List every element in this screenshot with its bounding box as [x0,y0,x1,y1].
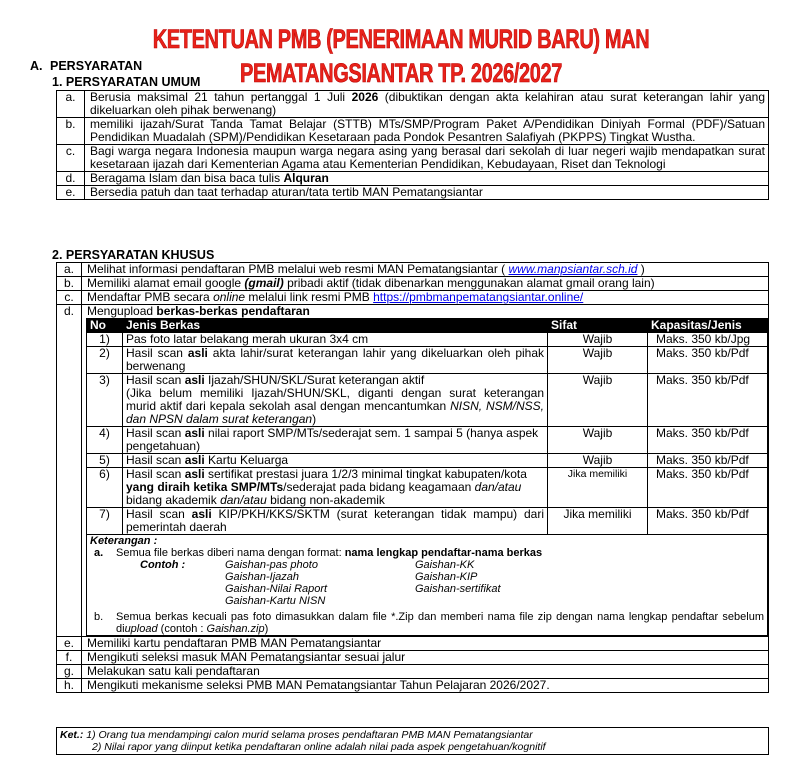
cell-jenis: Pas foto latar belakang merah ukuran 3x4 cm [123,333,548,347]
bold-span: berkas-berkas pendaftaran [156,304,310,318]
cell-jenis [123,468,548,508]
bold-span: asli [184,467,205,481]
example-item: Gaishan-sertifikat [415,583,501,595]
row-text [85,91,769,118]
row-label: f. [57,651,82,665]
text-span: Berusia maksimal 21 tahun pertanggal 1 Juli [90,90,352,104]
text-span: pribadi aktif (tidak dibenarkan menggunakan alamat gmail orang lain) [283,276,655,290]
cell-no: 7) [87,508,123,535]
text-span: Ijazah/SHUN/SKL/Surat keterangan aktif [204,373,425,387]
text-span: Semua file berkas diberi nama dengan format: [116,547,345,559]
khusus-row-e [57,637,769,651]
text-span: Beragama Islam dan bisa baca tulis [90,171,284,185]
row-text [82,305,769,637]
keterangan-box [87,535,768,636]
pmb-registration-link[interactable]: https://pmbmanpematangsiantar.online/ [373,290,584,304]
text-span: bidang non-akademik [266,493,385,507]
website-link[interactable]: www.manpsiantar.sch.id [508,262,638,276]
text-span: ) [264,623,269,635]
bold-span: nama lengkap pendaftar-nama berkas [344,547,543,559]
row-text [85,172,769,186]
cell-sifat: Wajib [548,347,648,374]
text-span: Hasil scan [126,346,188,360]
keterangan-a [94,547,764,559]
keterangan-title: Keterangan : [90,535,158,547]
cell-no: 6) [87,468,123,508]
text-span: ) [637,262,645,276]
berkas-table [86,318,768,636]
table-row [87,347,768,374]
bold-span: Alquran [283,171,329,185]
text-span: sertifikat prestasi juara 1/2/3 minimal tingkat kabupaten/kota [204,467,527,481]
keterangan-row [87,535,768,636]
row-text [82,277,769,291]
khusus-row-c [57,291,769,305]
khusus-row-a [57,263,769,277]
cell-kapasitas: Maks. 350 kb/Pdf [648,508,768,535]
cell-kapasitas: Maks. 350 kb/Pdf [648,427,768,454]
persyaratan-khusus-table [56,262,769,693]
text-span: Mengupload [87,304,157,318]
bold-span: 2026 [351,90,379,104]
text-span: akta lahir/surat keterangan lahir yang dikeluarkan oleh pihak berwenang [126,346,545,373]
text-span: Hasil scan [126,426,185,440]
cell-jenis [123,347,548,374]
italic-span: dan/atau [474,480,522,494]
persyaratan-khusus-heading: 2. PERSYARATAN KHUSUS [52,248,215,262]
example-item: Gaishan-Ijazah [225,571,299,583]
cell-sifat: Wajib [548,427,648,454]
header-no: No [87,319,123,333]
row-text: Melakukan satu kali pendaftaran [82,665,769,679]
keterangan-b [94,611,764,635]
section-a-heading [30,60,142,73]
italic-span: NISN, NSM/NSS, dan NPSN dalam surat keterangan [126,399,544,426]
row-label: c. [57,291,82,305]
bold-span: (gmail) [244,276,284,290]
ket-footer [56,727,769,755]
cell-jenis [123,427,548,454]
italic-span: dan/atau [220,493,267,507]
cell-no: 3) [87,374,123,427]
text-span: Hasil scan [126,373,185,387]
header-sifat: Sifat [548,319,648,333]
cell-kapasitas: Maks. 350 kb/Pdf [648,347,768,374]
khusus-row-h [57,679,769,693]
bold-span: asli [184,426,205,440]
bold-span: asli [191,507,212,521]
row-label: g. [57,665,82,679]
italic-span: Gaishan.zip [206,623,265,635]
cell-kapasitas: Maks. 350 kb/Jpg [648,333,768,347]
table-row [87,454,768,468]
row-text: Bagi warga negara Indonesia maupun warga negara asing yang berasal dari sekolah di luar negeri wajib mendapatkan surat kesetaraan ijazah dari Kementerian Agama atau Kementerian Pendidikan, Kebudayaan, Riset dan Teknologi [85,145,769,172]
khusus-row-d [57,305,769,637]
example-item: Gaishan-pas photo [225,559,318,571]
text-span: Melihat informasi pendaftaran PMB melalui web resmi MAN Pematangsiantar ( [87,262,509,276]
khusus-row-f [57,651,769,665]
page-title: KETENTUAN PMB (PENERIMAAN MURID BARU) MAN PEMATANGSIANTAR TP. 2026/2027 [152,24,650,88]
text-span: (contoh : [157,623,207,635]
bold-span: yang diraih ketika SMP/MTs [126,480,284,494]
text-span: /sederajat pada bidang keagamaan [283,480,475,494]
row-label: a. [57,91,85,118]
bold-span: asli [184,453,205,467]
cell-jenis [123,374,548,427]
table-row [87,374,768,427]
example-item: Gaishan-Nilai Raport [225,583,328,595]
text-span: KIP/PKH/KKS/SKTM (surat keterangan tidak mampu) dari pemerintah daerah [126,507,544,534]
row-label: b. [57,277,82,291]
example-item: Gaishan-KK [415,559,475,571]
row-label: d. [57,172,85,186]
table-row [87,427,768,454]
row-text [82,263,769,277]
keterangan-b-label: b. [94,611,104,623]
ket-line-2: 2) Nilai rapor yang diinput ketika pendaftaran online adalah nilai pada aspek pengetahuan/kognitif [92,741,546,753]
cell-no: 2) [87,347,123,374]
row-label: a. [57,263,82,277]
contoh-grid [140,559,764,607]
bold-span: asli [187,346,208,360]
umum-row-c [57,145,769,172]
text-span: Semua berkas kecuali pas foto dimasukkan dalam file *.Zip dan memberi nama file zip dengan nama lengkap pendaftar sebelum di [116,611,764,635]
text-span: bidang akademik [126,493,221,507]
example-item: Gaishan-KIP [415,571,478,583]
cell-sifat: Jika memiliki [548,508,648,535]
cell-jenis [123,454,548,468]
persyaratan-umum-heading: 1. PERSYARATAN UMUM [52,75,201,89]
keterangan-a-label: a. [94,547,104,559]
header-jenis: Jenis Berkas [123,319,548,333]
row-text: Memiliki kartu pendaftaran PMB MAN Pematangsiantar [82,637,769,651]
row-label: e. [57,186,85,200]
umum-row-d [57,172,769,186]
text-span: Kartu Keluarga [204,453,289,467]
italic-span: online [213,290,246,304]
text-span: (dibuktikan dengan akta kelahiran atau surat keterangan lahir yang dikeluarkan oleh pihak berwenang) [90,90,765,117]
text-span: Mendaftar PMB secara [87,290,214,304]
persyaratan-umum-table [56,90,769,200]
cell-kapasitas: Maks. 350 kb/Pdf [648,374,768,427]
umum-row-b [57,118,769,145]
cell-no: 4) [87,427,123,454]
example-item: Gaishan-Kartu NISN [225,595,326,607]
row-label: c. [57,145,85,172]
khusus-row-g [57,665,769,679]
contoh-label: Contoh : [140,559,186,571]
table-row [87,508,768,535]
umum-row-e [57,186,769,200]
text-span: nilai raport SMP/MTs/sederajat sem. 1 sampai 5 (hanya aspek pengetahuan) [126,426,539,453]
cell-sifat: Jika memiliki [548,468,648,508]
text-span: Hasil scan [126,467,185,481]
cell-sifat: Wajib [548,333,648,347]
table-row [87,468,768,508]
ket-line-1: 1) Orang tua mendampingi calon murid selama proses pendaftaran PMB MAN Pematangsiantar [83,729,533,741]
row-label: e. [57,637,82,651]
cell-sifat: Wajib [548,454,648,468]
row-text: Mengikuti mekanisme seleksi PMB MAN Pematangsiantar Tahun Pelajaran 2026/2027. [82,679,769,693]
row-text: memiliki ijazah/Surat Tanda Tamat Belajar (STTB) MTs/SMP/Program Paket A/Pendidikan Diniyah Formal (PDF)/Satuan Pendidikan Muadalah (SPM)/Pendidikan Kesetaraan pada Pondok Pesantren Salafiyah (PKPPS) Tingkat Wustha. [85,118,769,145]
text-span: melalui link resmi PMB [245,290,374,304]
cell-kapasitas: Maks. 350 kb/Pdf [648,454,768,468]
row-label: d. [57,305,82,637]
text-span: Memiliki alamat email google [87,276,245,290]
khusus-row-b [57,277,769,291]
cell-kapasitas: Maks. 350 kb/Pdf [648,468,768,508]
umum-row-a [57,91,769,118]
bold-span: asli [184,373,205,387]
cell-sifat: Wajib [548,374,648,427]
cell-jenis [123,508,548,535]
row-text [82,291,769,305]
row-text: Mengikuti seleksi masuk MAN Pematangsiantar sesuai jalur [82,651,769,665]
ket-label: Ket.: [60,729,84,741]
italic-span: upload [124,623,158,635]
row-label: h. [57,679,82,693]
berkas-header-row [87,319,768,333]
section-a-letter: A. [30,59,43,73]
text-span: Hasil scan [126,507,192,521]
cell-no: 5) [87,454,123,468]
section-a-label: PERSYARATAN [50,59,143,73]
text-span: ) [312,412,317,426]
cell-no: 1) [87,333,123,347]
row-label: b. [57,118,85,145]
text-span: Hasil scan [126,453,185,467]
header-kapasitas: Kapasitas/Jenis [648,319,768,333]
text-span: (Jika belum memiliki Ijazah/SHUN/SKL, diganti dengan surat keterangan murid aktif dari kepala sekolah asal dengan mencantumkan [126,386,544,413]
table-row [87,333,768,347]
row-text: Bersedia patuh dan taat terhadap aturan/tata tertib MAN Pematangsiantar [85,186,769,200]
